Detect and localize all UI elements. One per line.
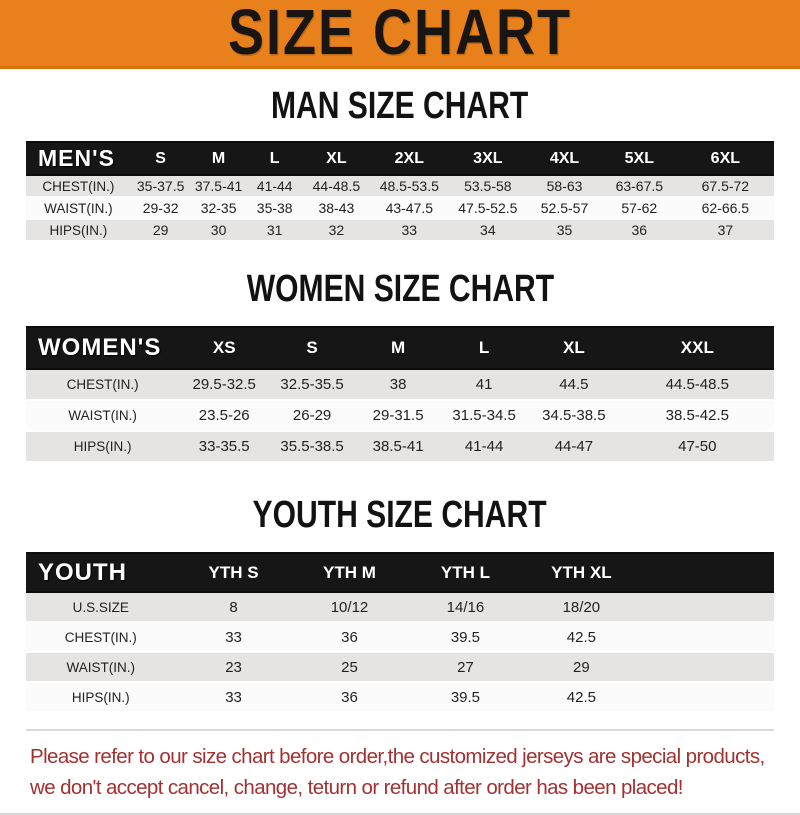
- men-size-header: 2XL: [370, 141, 449, 176]
- youth-size-header: YTH XL: [523, 552, 639, 593]
- men-waist-row: [26, 198, 774, 220]
- table-cell: 34: [449, 220, 528, 242]
- table-cell: 39.5: [407, 683, 523, 713]
- table-cell: 31: [247, 220, 303, 242]
- table-cell-filler: [639, 683, 774, 713]
- men-header-row: [26, 141, 774, 176]
- table-cell: 37: [677, 220, 774, 242]
- table-cell: 39.5: [407, 623, 523, 653]
- table-cell: 32: [303, 220, 370, 242]
- table-cell: 44.5-48.5: [621, 370, 774, 401]
- table-cell: 44-47: [527, 432, 621, 463]
- table-cell-filler: [639, 623, 774, 653]
- table-cell: 44-48.5: [303, 176, 370, 198]
- footer-note-line2: we don't accept cancel, change, teturn or refund after order has been placed!: [30, 776, 683, 799]
- table-cell: 35-37.5: [131, 176, 191, 198]
- youth-corner-label: YOUTH: [26, 552, 176, 593]
- footer-note-line1: Please refer to our size chart before order,the customized jerseys are special products,: [30, 745, 765, 768]
- women-size-header: M: [355, 326, 441, 370]
- table-cell: 63-67.5: [602, 176, 677, 198]
- table-cell: 32-35: [191, 198, 247, 220]
- man-heading-text: MAN SIZE CHART: [271, 84, 529, 127]
- table-cell: 47.5-52.5: [449, 198, 528, 220]
- table-cell: 29-32: [131, 198, 191, 220]
- table-cell: 41-44: [247, 176, 303, 198]
- women-corner-label: WOMEN'S: [26, 326, 179, 370]
- table-cell: 29: [131, 220, 191, 242]
- youth-ussize-row: [26, 593, 774, 623]
- table-cell: 18/20: [523, 593, 639, 623]
- table-cell: 29.5-32.5: [179, 370, 269, 401]
- women-chest-row: [26, 370, 774, 401]
- table-cell: 38: [355, 370, 441, 401]
- table-cell: 8: [176, 593, 292, 623]
- table-cell: 35-38: [247, 198, 303, 220]
- row-label: CHEST(IN.): [26, 176, 131, 198]
- men-size-header: 5XL: [602, 141, 677, 176]
- men-size-header: 4XL: [527, 141, 602, 176]
- table-cell: 36: [292, 683, 408, 713]
- table-cell: 26-29: [269, 401, 355, 432]
- table-cell: 34.5-38.5: [527, 401, 621, 432]
- men-hips-row: [26, 220, 774, 242]
- table-cell: 35: [527, 220, 602, 242]
- row-label: U.S.SIZE: [26, 593, 176, 623]
- table-cell: 42.5: [523, 683, 639, 713]
- women-size-header: XL: [527, 326, 621, 370]
- table-cell: 42.5: [523, 623, 639, 653]
- men-size-header: 3XL: [449, 141, 528, 176]
- table-cell: 53.5-58: [449, 176, 528, 198]
- table-cell: 23.5-26: [179, 401, 269, 432]
- man-section-heading: [0, 84, 800, 127]
- men-size-header: L: [247, 141, 303, 176]
- youth-section-heading: [0, 493, 800, 536]
- men-size-header: 6XL: [677, 141, 774, 176]
- banner-title: SIZE CHART: [228, 0, 572, 69]
- men-chest-row: [26, 176, 774, 198]
- table-cell-filler: [639, 593, 774, 623]
- table-cell: 14/16: [407, 593, 523, 623]
- youth-hips-row: [26, 683, 774, 713]
- footer-note: [30, 741, 782, 803]
- table-cell: 38.5-42.5: [621, 401, 774, 432]
- women-header-row: [26, 326, 774, 370]
- youth-chest-row: [26, 623, 774, 653]
- table-cell: 44.5: [527, 370, 621, 401]
- youth-heading-text: YOUTH SIZE CHART: [252, 493, 548, 536]
- row-label: WAIST(IN.): [26, 401, 179, 432]
- men-size-header: XL: [303, 141, 370, 176]
- table-cell: 32.5-35.5: [269, 370, 355, 401]
- youth-waist-row: [26, 653, 774, 683]
- men-size-header: S: [131, 141, 191, 176]
- row-label: HIPS(IN.): [26, 432, 179, 463]
- table-cell: 35.5-38.5: [269, 432, 355, 463]
- women-section-heading: [0, 267, 800, 310]
- footer-divider: [26, 729, 774, 731]
- table-cell: 33-35.5: [179, 432, 269, 463]
- table-cell: 30: [191, 220, 247, 242]
- youth-size-header: YTH S: [176, 552, 292, 593]
- table-cell: 52.5-57: [527, 198, 602, 220]
- row-label: HIPS(IN.): [26, 220, 131, 242]
- table-cell: 58-63: [527, 176, 602, 198]
- table-cell: 41-44: [441, 432, 527, 463]
- women-size-header: S: [269, 326, 355, 370]
- table-cell: 67.5-72: [677, 176, 774, 198]
- table-cell: 36: [602, 220, 677, 242]
- table-cell: 41: [441, 370, 527, 401]
- row-label: CHEST(IN.): [26, 623, 176, 653]
- table-cell: 10/12: [292, 593, 408, 623]
- youth-size-header: YTH L: [407, 552, 523, 593]
- table-cell: 57-62: [602, 198, 677, 220]
- women-size-header: L: [441, 326, 527, 370]
- table-cell: 43-47.5: [370, 198, 449, 220]
- row-label: HIPS(IN.): [26, 683, 176, 713]
- women-size-header: XS: [179, 326, 269, 370]
- table-cell: 47-50: [621, 432, 774, 463]
- table-cell: 29: [523, 653, 639, 683]
- table-cell: 38.5-41: [355, 432, 441, 463]
- row-label: WAIST(IN.): [26, 653, 176, 683]
- table-cell: 36: [292, 623, 408, 653]
- women-waist-row: [26, 401, 774, 432]
- men-corner-label: MEN'S: [26, 141, 131, 176]
- size-chart-banner: [0, 0, 800, 69]
- row-label: CHEST(IN.): [26, 370, 179, 401]
- table-cell: 23: [176, 653, 292, 683]
- table-cell-filler: [639, 653, 774, 683]
- youth-size-table: [26, 552, 774, 713]
- table-cell: 48.5-53.5: [370, 176, 449, 198]
- youth-size-header: YTH M: [292, 552, 408, 593]
- row-label: WAIST(IN.): [26, 198, 131, 220]
- women-size-header: XXL: [621, 326, 774, 370]
- men-size-table: [26, 141, 774, 242]
- table-cell: 31.5-34.5: [441, 401, 527, 432]
- women-size-table: [26, 326, 774, 463]
- table-cell: 25: [292, 653, 408, 683]
- table-cell: 37.5-41: [191, 176, 247, 198]
- table-cell: 33: [176, 683, 292, 713]
- table-cell: 62-66.5: [677, 198, 774, 220]
- youth-header-row: [26, 552, 774, 593]
- table-cell: 33: [370, 220, 449, 242]
- women-heading-text: WOMEN SIZE CHART: [246, 267, 554, 310]
- women-hips-row: [26, 432, 774, 463]
- youth-header-filler: [639, 552, 774, 593]
- table-cell: 29-31.5: [355, 401, 441, 432]
- men-size-header: M: [191, 141, 247, 176]
- table-cell: 38-43: [303, 198, 370, 220]
- table-cell: 33: [176, 623, 292, 653]
- table-cell: 27: [407, 653, 523, 683]
